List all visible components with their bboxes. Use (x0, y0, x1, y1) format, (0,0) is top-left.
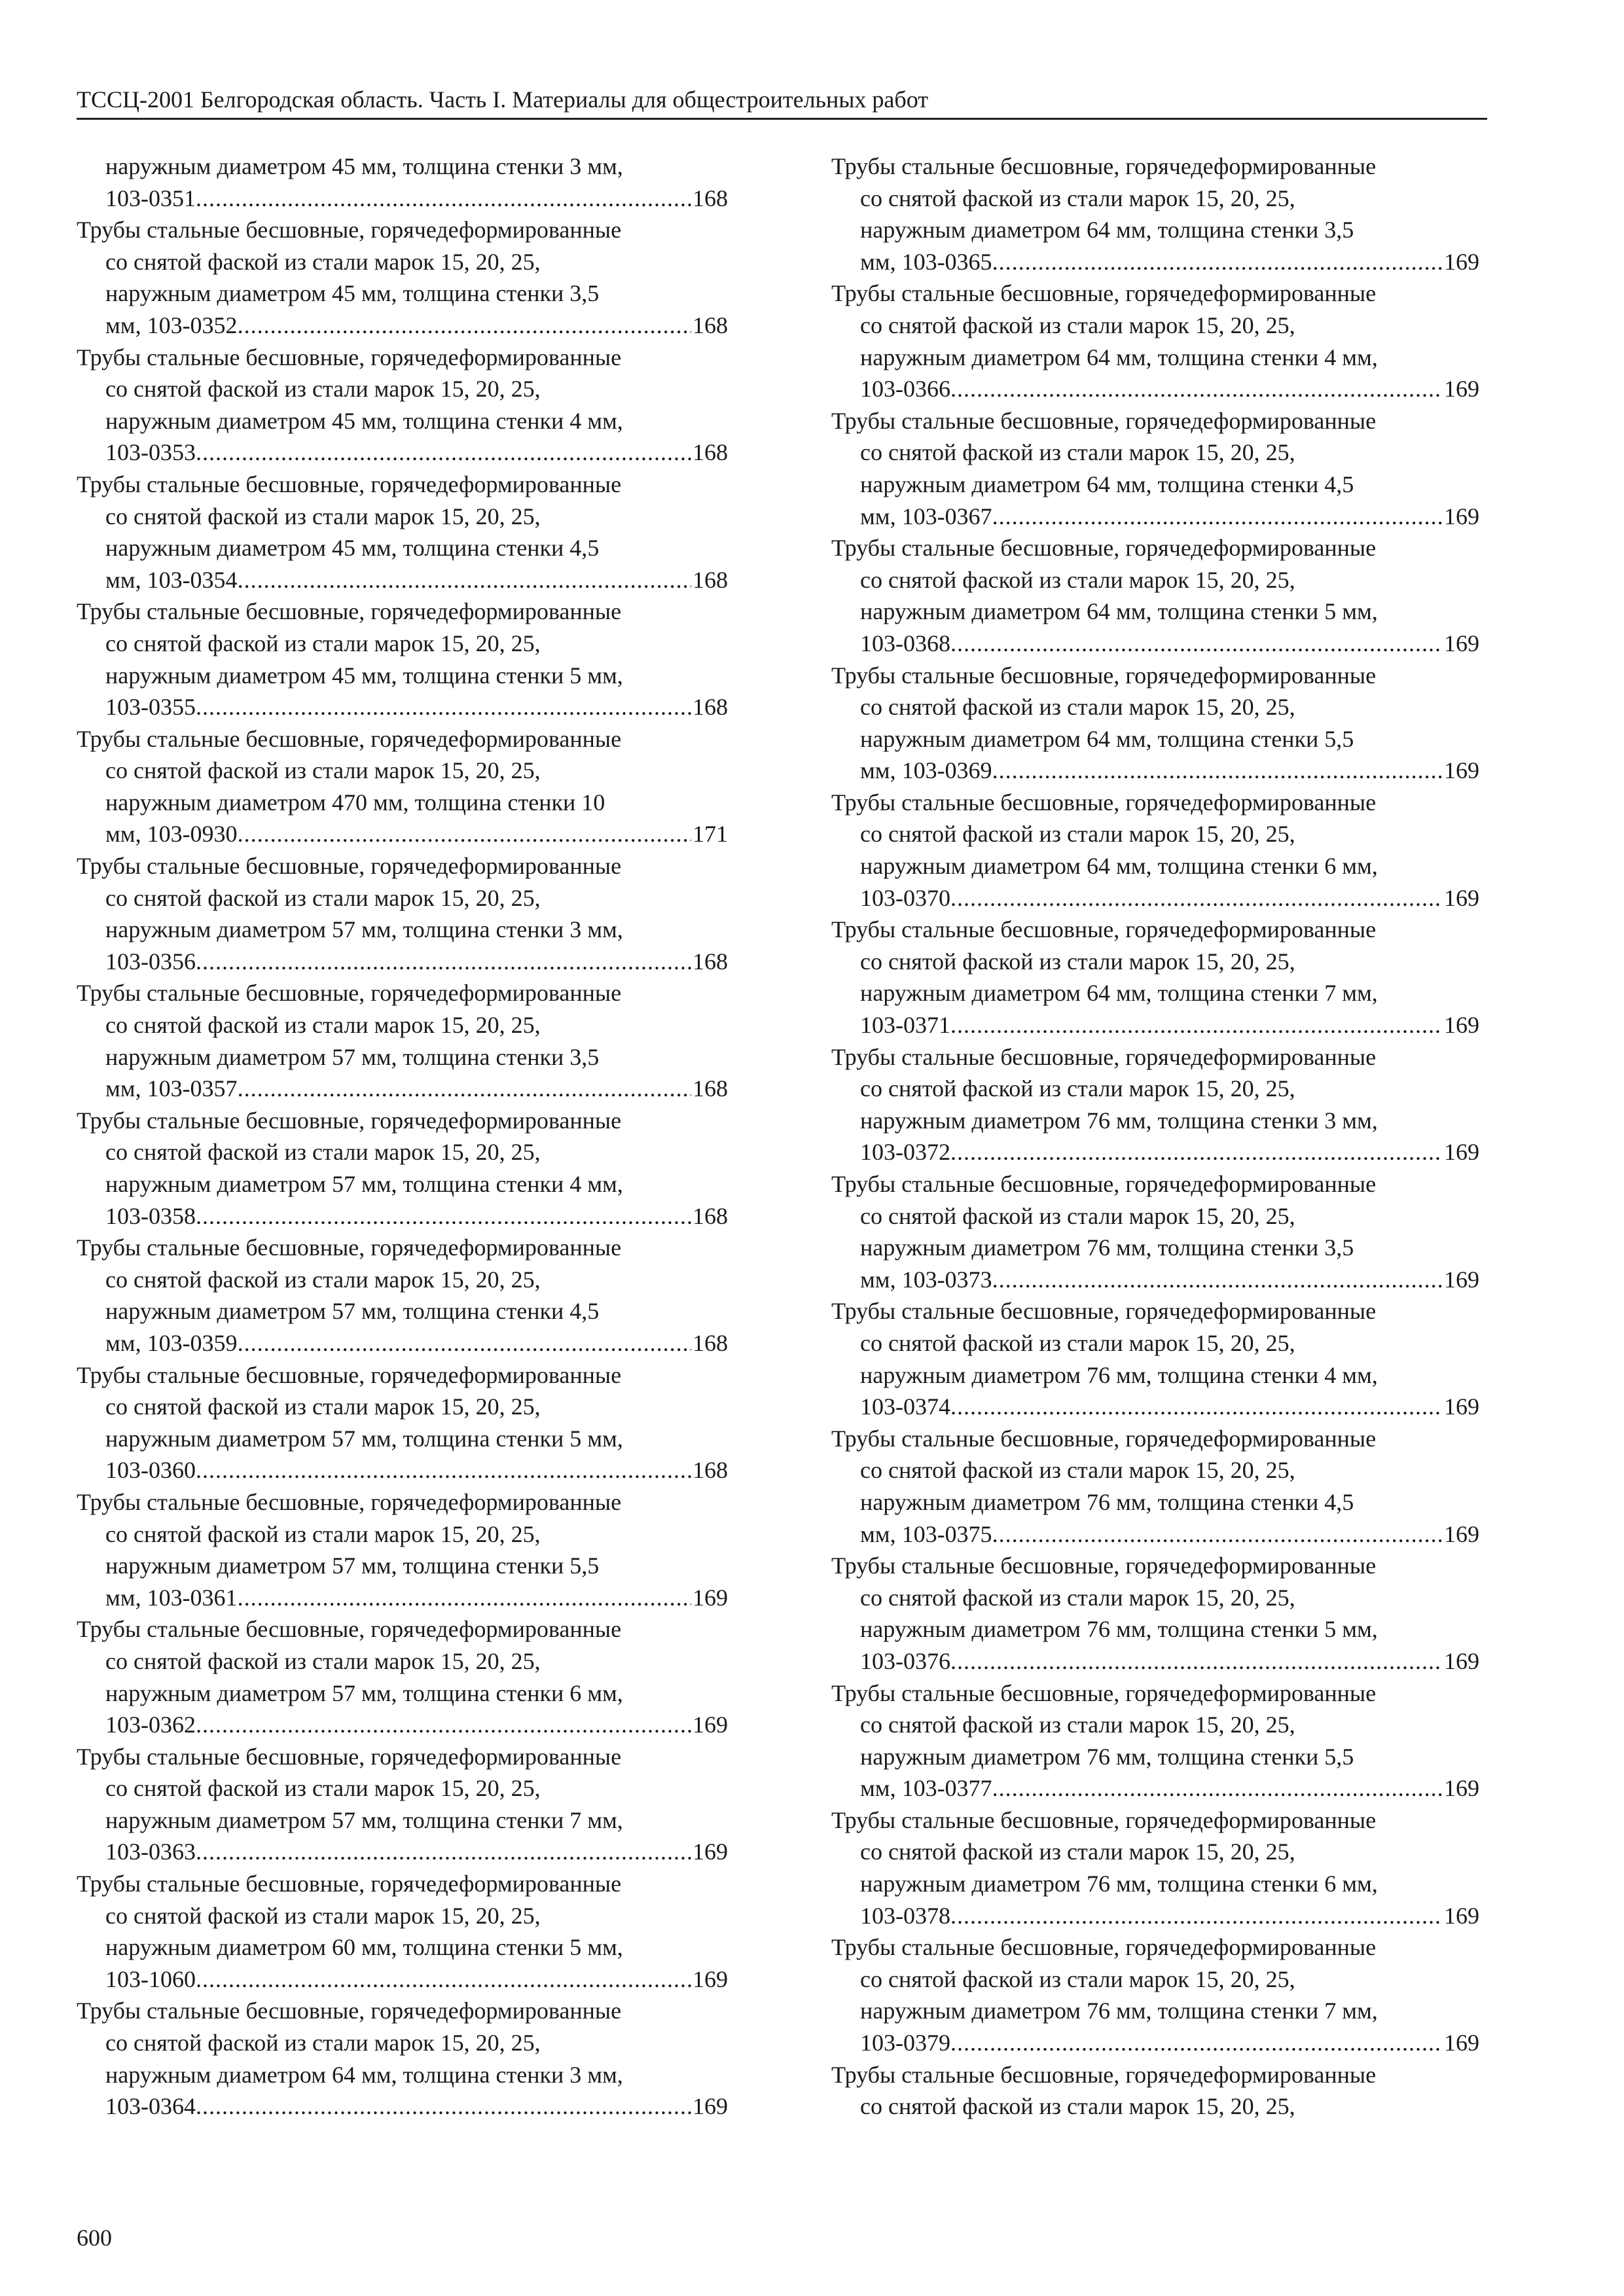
entry-reference-line (831, 246, 1479, 278)
entry-text-line: наружным диаметром 57 мм, толщина стенки 3 мм, (105, 916, 623, 943)
index-entry (77, 1741, 728, 1868)
entry-text-line: Трубы стальные бесшовные, горячедеформированные (831, 662, 1377, 689)
entry-text-line: со снятой фаской из стали марок 15, 20, 25, (105, 630, 541, 656)
page-reference: 168 (693, 566, 728, 593)
entry-text-line: со снятой фаской из стали марок 15, 20, 25, (860, 2093, 1295, 2120)
index-entry (831, 914, 1479, 1041)
page-reference: 168 (693, 1202, 728, 1229)
page-header: ТССЦ-2001 Белгородская область. Часть I. Материалы для общестроительных работ (77, 81, 1487, 120)
entry-text-line: наружным диаметром 76 мм, толщина стенки 3 мм, (860, 1107, 1378, 1134)
entry-text-line: со снятой фаской из стали марок 15, 20, 25, (860, 1075, 1295, 1102)
page-reference: 168 (693, 694, 728, 721)
resource-code: мм, 103-0359 (105, 1329, 238, 1356)
index-entry (77, 723, 728, 850)
page-reference: 169 (1444, 376, 1479, 403)
page-reference: 169 (1444, 1139, 1479, 1166)
entry-text-line: со снятой фаской из стали марок 15, 20, 25, (860, 1965, 1295, 1992)
dot-leader (950, 1900, 1443, 1932)
page-reference: 168 (693, 1457, 728, 1484)
entry-text-line: Трубы стальные бесшовные, горячедеформированные (831, 1552, 1377, 1579)
page-reference: 169 (1444, 630, 1479, 656)
entry-text-line: наружным диаметром 64 мм, толщина стенки 4 мм, (860, 344, 1378, 370)
index-column-right (831, 151, 1479, 2123)
entry-text-line: Трубы стальные бесшовные, горячедеформированные (77, 1361, 622, 1388)
entry-text-line: Трубы стальные бесшовные, горячедеформированные (831, 407, 1377, 434)
entry-reference-line (77, 2090, 728, 2123)
entry-text-line: наружным диаметром 76 мм, толщина стенки 4 мм, (860, 1361, 1378, 1388)
entry-text-line: наружным диаметром 64 мм, толщина стенки 5 мм, (860, 598, 1378, 625)
entry-text-line: Трубы стальные бесшовные, горячедеформированные (831, 916, 1377, 943)
entry-text-line: наружным диаметром 60 мм, толщина стенки 5 мм, (105, 1934, 623, 1961)
dot-leader (238, 1327, 691, 1359)
page-reference: 168 (693, 1075, 728, 1102)
index-entry (77, 469, 728, 596)
dot-leader (196, 1454, 691, 1486)
entry-text-line: Трубы стальные бесшовные, горячедеформированные (831, 535, 1377, 562)
index-entry (77, 214, 728, 341)
entry-text-line: наружным диаметром 57 мм, толщина стенки 7 мм, (105, 1806, 623, 1833)
dot-leader (196, 1200, 691, 1232)
resource-code: 103-0368 (860, 630, 950, 656)
entry-reference-line (77, 1454, 728, 1486)
dot-leader (950, 1391, 1443, 1423)
entry-text-line: наружным диаметром 57 мм, толщина стенки 5 мм, (105, 1425, 623, 1452)
entry-text-line: Трубы стальные бесшовные, горячедеформированные (77, 1488, 622, 1515)
entry-reference-line (77, 1200, 728, 1232)
entry-reference-line (831, 501, 1479, 533)
page-reference: 168 (693, 1329, 728, 1356)
index-entry (77, 977, 728, 1104)
resource-code: мм, 103-0369 (860, 757, 992, 784)
dot-leader (196, 437, 691, 469)
entry-text-line: Трубы стальные бесшовные, горячедеформированные (77, 344, 622, 370)
page-reference: 168 (693, 948, 728, 975)
entry-text-line: наружным диаметром 76 мм, толщина стенки 5,5 (860, 1743, 1354, 1770)
dot-leader (992, 246, 1443, 278)
entry-text-line: со снятой фаской из стали марок 15, 20, 25, (105, 503, 541, 529)
resource-code: мм, 103-0377 (860, 1775, 992, 1802)
entry-reference-line (831, 1136, 1479, 1168)
index-entry (831, 1677, 1479, 1804)
entry-text-line: со снятой фаской из стали марок 15, 20, 25, (860, 694, 1295, 721)
page-reference: 169 (1444, 2030, 1479, 2056)
resource-code: 103-0378 (860, 1902, 950, 1929)
entry-text-line: Трубы стальные бесшовные, горячедеформированные (831, 280, 1377, 307)
entry-text-line: со снятой фаской из стали марок 15, 20, 25, (860, 1712, 1295, 1738)
entry-text-line: наружным диаметром 45 мм, толщина стенки 3 мм, (105, 153, 623, 179)
resource-code: мм, 103-0361 (105, 1584, 238, 1611)
entry-reference-line (77, 1709, 728, 1741)
entry-reference-line (831, 1391, 1479, 1423)
entry-reference-line (77, 310, 728, 342)
entry-text-line: со снятой фаской из стали марок 15, 20, 25, (105, 2030, 541, 2056)
entry-reference-line (77, 691, 728, 723)
resource-code: 103-0356 (105, 948, 196, 975)
resource-code: 103-0351 (105, 185, 196, 211)
index-entry (831, 1295, 1479, 1422)
page-reference: 169 (1444, 884, 1479, 911)
page-reference: 169 (693, 1712, 728, 1738)
resource-code: мм, 103-0375 (860, 1520, 992, 1547)
entry-text-line: со снятой фаской из стали марок 15, 20, 25, (860, 439, 1295, 466)
entry-reference-line (831, 882, 1479, 914)
entry-reference-line (77, 1073, 728, 1105)
entry-text-line: со снятой фаской из стали марок 15, 20, 25, (860, 948, 1295, 975)
entry-text-line: наружным диаметром 64 мм, толщина стенки 5,5 (860, 725, 1354, 752)
entry-text-line: Трубы стальные бесшовные, горячедеформированные (77, 1743, 622, 1770)
entry-text-line: наружным диаметром 45 мм, толщина стенки 4,5 (105, 535, 600, 562)
dot-leader (992, 1518, 1443, 1551)
entry-text-line: Трубы стальные бесшовные, горячедеформированные (77, 1234, 622, 1261)
resource-code: 103-0372 (860, 1139, 950, 1166)
dot-leader (992, 501, 1443, 533)
entry-text-line: наружным диаметром 57 мм, толщина стенки 4 мм, (105, 1171, 623, 1197)
resource-code: мм, 103-0365 (860, 248, 992, 275)
page-reference: 169 (1444, 503, 1479, 529)
entry-reference-line (831, 2027, 1479, 2059)
entry-text-line: наружным диаметром 64 мм, толщина стенки 7 мм, (860, 980, 1378, 1007)
dot-leader (196, 691, 691, 723)
entry-text-line: со снятой фаской из стали марок 15, 20, 25, (860, 1839, 1295, 1865)
resource-code: 103-0363 (105, 1839, 196, 1865)
dot-leader (238, 818, 691, 850)
page-reference: 168 (693, 439, 728, 466)
index-entry (77, 850, 728, 977)
entry-text-line: со снятой фаской из стали марок 15, 20, 25, (105, 248, 541, 275)
entry-text-line: Трубы стальные бесшовные, горячедеформированные (831, 153, 1377, 179)
dot-leader (196, 2090, 691, 2123)
entry-text-line: со снятой фаской из стали марок 15, 20, 25, (105, 884, 541, 911)
entry-text-line: Трубы стальные бесшовные, горячедеформированные (77, 980, 622, 1007)
index-entry (77, 151, 728, 214)
dot-leader (950, 1645, 1443, 1677)
entry-text-line: Трубы стальные бесшовные, горячедеформированные (77, 1871, 622, 1897)
index-entry (77, 1232, 728, 1359)
entry-reference-line (77, 946, 728, 978)
index-entry (831, 405, 1479, 532)
index-entry (77, 342, 728, 469)
resource-code: мм, 103-0354 (105, 566, 238, 593)
entry-text-line: Трубы стальные бесшовные, горячедеформированные (77, 471, 622, 497)
page-reference: 169 (693, 2093, 728, 2120)
index-column-left (77, 151, 728, 2123)
entry-text-line: со снятой фаской из стали марок 15, 20, 25, (860, 312, 1295, 338)
resource-code: 103-0379 (860, 2030, 950, 2056)
resource-code: 103-0358 (105, 1202, 196, 1229)
dot-leader (950, 1009, 1443, 1041)
entry-text-line: со снятой фаской из стали марок 15, 20, 25, (105, 1647, 541, 1674)
entry-text-line: со снятой фаской из стали марок 15, 20, 25, (860, 1584, 1295, 1611)
entry-reference-line (831, 628, 1479, 660)
dot-leader (950, 373, 1443, 405)
resource-code: 103-0364 (105, 2093, 196, 2120)
entry-text-line: наружным диаметром 64 мм, толщина стенки 3 мм, (105, 2061, 623, 2088)
entry-text-line: со снятой фаской из стали марок 15, 20, 25, (105, 1266, 541, 1293)
entry-text-line: Трубы стальные бесшовные, горячедеформированные (77, 217, 622, 243)
entry-text-line: со снятой фаской из стали марок 15, 20, 25, (105, 1520, 541, 1547)
entry-text-line: Трубы стальные бесшовные, горячедеформированные (831, 1934, 1377, 1961)
entry-text-line: Трубы стальные бесшовные, горячедеформированные (831, 1043, 1377, 1070)
entry-text-line: со снятой фаской из стали марок 15, 20, 25, (105, 376, 541, 403)
resource-code: 103-0371 (860, 1012, 950, 1039)
entry-text-line: наружным диаметром 57 мм, толщина стенки 4,5 (105, 1298, 600, 1325)
entry-text-line: со снятой фаской из стали марок 15, 20, 25, (860, 185, 1295, 211)
entry-text-line: наружным диаметром 470 мм, толщина стенки 10 (105, 789, 605, 816)
entry-reference-line (831, 1264, 1479, 1296)
dot-leader (196, 183, 691, 215)
entry-text-line: наружным диаметром 76 мм, толщина стенки 6 мм, (860, 1871, 1378, 1897)
page-reference: 169 (1444, 1520, 1479, 1547)
entry-text-line: наружным диаметром 45 мм, толщина стенки 3,5 (105, 280, 600, 307)
index-entry (831, 1423, 1479, 1550)
index-entry (77, 1105, 728, 1232)
entry-text-line: со снятой фаской из стали марок 15, 20, 25, (105, 1139, 541, 1166)
dot-leader (992, 1772, 1443, 1804)
page-reference: 169 (1444, 1266, 1479, 1293)
resource-code: 103-0376 (860, 1647, 950, 1674)
entry-text-line: Трубы стальные бесшовные, горячедеформированные (831, 1425, 1377, 1452)
entry-text-line: Трубы стальные бесшовные, горячедеформированные (831, 1171, 1377, 1197)
resource-code: 103-0360 (105, 1457, 196, 1484)
entry-text-line: наружным диаметром 57 мм, толщина стенки 5,5 (105, 1552, 600, 1579)
dot-leader (238, 310, 691, 342)
entry-reference-line (831, 1518, 1479, 1551)
entry-text-line: Трубы стальные бесшовные, горячедеформированные (831, 2061, 1377, 2088)
entry-reference-line (77, 564, 728, 596)
dot-leader (196, 946, 691, 978)
index-entry (831, 787, 1479, 914)
index-entry (831, 1550, 1479, 1677)
index-entry (831, 1931, 1479, 2058)
page-reference: 169 (1444, 757, 1479, 784)
entry-text-line: Трубы стальные бесшовные, горячедеформированные (77, 598, 622, 625)
dot-leader (992, 755, 1443, 787)
entry-text-line: Трубы стальные бесшовные, горячедеформированные (831, 1806, 1377, 1833)
entry-reference-line (77, 183, 728, 215)
page-reference: 169 (693, 1839, 728, 1865)
entry-text-line: Трубы стальные бесшовные, горячедеформированные (77, 1107, 622, 1134)
resource-code: мм, 103-0930 (105, 821, 238, 848)
entry-text-line: со снятой фаской из стали марок 15, 20, 25, (105, 1775, 541, 1802)
entry-reference-line (77, 437, 728, 469)
resource-code: 103-0370 (860, 884, 950, 911)
index-entry (77, 1868, 728, 1995)
index-entry (77, 1486, 728, 1613)
dot-leader (238, 564, 691, 596)
entry-text-line: наружным диаметром 76 мм, толщина стенки 5 мм, (860, 1616, 1378, 1643)
entry-text-line: со снятой фаской из стали марок 15, 20, 25, (860, 1329, 1295, 1356)
resource-code: 103-0353 (105, 439, 196, 466)
page-reference: 169 (1444, 248, 1479, 275)
dot-leader (196, 1836, 691, 1868)
index-entry (831, 1804, 1479, 1931)
index-entry (831, 1041, 1479, 1168)
index-entry (831, 660, 1479, 787)
index-entry (831, 2059, 1479, 2123)
entry-reference-line (831, 1645, 1479, 1677)
page-reference: 169 (1444, 1647, 1479, 1674)
page-reference: 171 (693, 821, 728, 848)
entry-text-line: наружным диаметром 57 мм, толщина стенки 6 мм, (105, 1679, 623, 1706)
entry-text-line: Трубы стальные бесшовные, горячедеформированные (77, 1616, 622, 1643)
index-entry (831, 151, 1479, 278)
entry-text-line: наружным диаметром 45 мм, толщина стенки 5 мм, (105, 662, 623, 689)
page-reference: 169 (1444, 1393, 1479, 1420)
entry-reference-line (831, 1900, 1479, 1932)
page-reference: 169 (1444, 1775, 1479, 1802)
entry-text-line: наружным диаметром 64 мм, толщина стенки 6 мм, (860, 853, 1378, 880)
entry-text-line: со снятой фаской из стали марок 15, 20, 25, (105, 1012, 541, 1039)
entry-text-line: Трубы стальные бесшовные, горячедеформированные (831, 1679, 1377, 1706)
entry-text-line: наружным диаметром 57 мм, толщина стенки 3,5 (105, 1043, 600, 1070)
entry-text-line: со снятой фаской из стали марок 15, 20, 25, (860, 1202, 1295, 1229)
dot-leader (950, 1136, 1443, 1168)
index-entry (831, 278, 1479, 404)
entry-text-line: со снятой фаской из стали марок 15, 20, 25, (860, 566, 1295, 593)
entry-reference-line (77, 1582, 728, 1614)
resource-code: мм, 103-0367 (860, 503, 992, 529)
entry-text-line: со снятой фаской из стали марок 15, 20, 25, (860, 821, 1295, 848)
page-reference: 169 (1444, 1012, 1479, 1039)
index-entry (77, 1613, 728, 1740)
index-entry (831, 532, 1479, 659)
index-entry (831, 1168, 1479, 1295)
entry-text-line: Трубы стальные бесшовные, горячедеформированные (831, 789, 1377, 816)
entry-text-line: Трубы стальные бесшовные, горячедеформированные (77, 1998, 622, 2024)
entry-reference-line (77, 1327, 728, 1359)
index-entry (77, 596, 728, 723)
entry-reference-line (831, 1009, 1479, 1041)
entry-text-line: наружным диаметром 64 мм, толщина стенки 4,5 (860, 471, 1354, 497)
page-reference: 169 (693, 1584, 728, 1611)
dot-leader (950, 2027, 1443, 2059)
entry-text-line: наружным диаметром 76 мм, толщина стенки 4,5 (860, 1488, 1354, 1515)
page-reference: 169 (1444, 1902, 1479, 1929)
dot-leader (950, 628, 1443, 660)
dot-leader (196, 1709, 691, 1741)
page-number: 600 (77, 2225, 112, 2251)
entry-text-line: наружным диаметром 76 мм, толщина стенки 7 мм, (860, 1998, 1378, 2024)
resource-code: 103-0362 (105, 1712, 196, 1738)
entry-text-line: наружным диаметром 64 мм, толщина стенки 3,5 (860, 217, 1354, 243)
page-reference: 168 (693, 185, 728, 211)
dot-leader (950, 882, 1443, 914)
page-reference: 168 (693, 312, 728, 338)
entry-reference-line (831, 1772, 1479, 1804)
entry-text-line: со снятой фаской из стали марок 15, 20, 25, (105, 1393, 541, 1420)
resource-code: мм, 103-0352 (105, 312, 238, 338)
dot-leader (196, 1964, 691, 1996)
entry-text-line: наружным диаметром 76 мм, толщина стенки 3,5 (860, 1234, 1354, 1261)
index-entry (77, 1359, 728, 1486)
resource-code: 103-0374 (860, 1393, 950, 1420)
entry-text-line: Трубы стальные бесшовные, горячедеформированные (77, 725, 622, 752)
resource-code: мм, 103-0373 (860, 1266, 992, 1293)
index-entry (77, 1995, 728, 2122)
entry-reference-line (77, 1836, 728, 1868)
entry-text-line: наружным диаметром 45 мм, толщина стенки 4 мм, (105, 407, 623, 434)
dot-leader (238, 1073, 691, 1105)
entry-text-line: Трубы стальные бесшовные, горячедеформированные (831, 1298, 1377, 1325)
dot-leader (238, 1582, 691, 1614)
entry-reference-line (831, 755, 1479, 787)
entry-text-line: со снятой фаской из стали марок 15, 20, 25, (860, 1457, 1295, 1484)
entry-text-line: Трубы стальные бесшовные, горячедеформированные (77, 853, 622, 880)
entry-reference-line (77, 818, 728, 850)
resource-code: мм, 103-0357 (105, 1075, 238, 1102)
resource-code: 103-0366 (860, 376, 950, 403)
dot-leader (992, 1264, 1443, 1296)
entry-reference-line (77, 1964, 728, 1996)
entry-text-line: со снятой фаской из стали марок 15, 20, 25, (105, 1902, 541, 1929)
entry-text-line: со снятой фаской из стали марок 15, 20, 25, (105, 757, 541, 784)
page-reference: 169 (693, 1965, 728, 1992)
resource-code: 103-0355 (105, 694, 196, 721)
resource-code: 103-1060 (105, 1965, 196, 1992)
entry-reference-line (831, 373, 1479, 405)
